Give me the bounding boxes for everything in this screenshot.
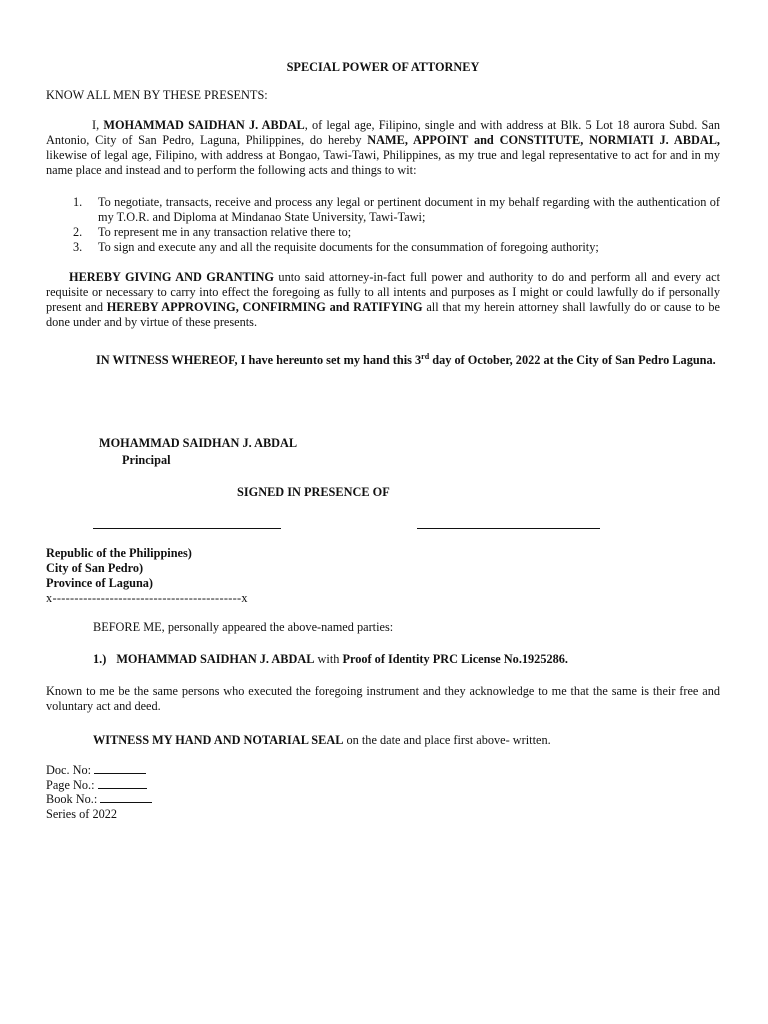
list-item-number: 3. bbox=[73, 240, 83, 254]
acknowledgment-paragraph: Known to me be the same persons who executed the foregoing instrument and they acknowledge to me that the same is their free and voluntary act and deed. bbox=[46, 684, 720, 713]
list-item bbox=[73, 195, 720, 225]
list-item bbox=[73, 225, 720, 240]
principal-name: MOHAMMAD SAIDHAN J. ABDAL bbox=[103, 118, 305, 132]
acts-list bbox=[73, 195, 720, 255]
principal-signature-name: MOHAMMAD SAIDHAN J. ABDAL bbox=[99, 436, 298, 450]
ratifying-bold: HEREBY APPROVING, CONFIRMING and RATIFYING bbox=[106, 300, 423, 314]
witness-paragraph bbox=[46, 353, 720, 368]
list-item-text: To sign and execute any and all the requisite documents for the consummation of foregoing authority; bbox=[98, 240, 599, 254]
page-no-line bbox=[46, 778, 152, 793]
venue-republic: Republic of the Philippines) bbox=[46, 546, 192, 560]
book-no-blank bbox=[100, 792, 152, 803]
document-title: SPECIAL POWER OF ATTORNEY bbox=[286, 60, 480, 74]
intro-text-3: likewise of legal age, Filipino, with address at Bongao, Tawi-Tawi, Philippines, as my true and legal representative to act for and in my name place and instead and to perform the following acts and things to wit: bbox=[46, 148, 720, 177]
list-item-text: To represent me in any transaction relative there to; bbox=[98, 225, 352, 239]
before-me-line bbox=[93, 620, 393, 635]
signed-in-presence-heading: SIGNED IN PRESENCE OF bbox=[237, 485, 390, 499]
list-item-text: To negotiate, transacts, receive and process any legal or pertinent document in my behalf regarding with the authentication of my T.O.R. and Diploma at Mindanao State University, Tawi-Tawi; bbox=[98, 195, 720, 224]
notarial-register-block bbox=[46, 763, 152, 821]
appoint-clause: NAME, APPOINT and CONSTITUTE, NORMIATI J. ABDAL, bbox=[367, 133, 720, 147]
venue-city: City of San Pedro) bbox=[46, 561, 144, 575]
venue-block bbox=[46, 546, 192, 591]
book-no-line bbox=[46, 792, 152, 807]
before-me-label: BEFORE ME bbox=[93, 620, 162, 634]
intro-text-1: I, bbox=[92, 118, 104, 132]
appearing-party-number: 1.) bbox=[93, 652, 107, 666]
granting-text-2: all that my herein attorney shall lawfully do or cause to be done under and by virtue of these presents. bbox=[46, 300, 720, 329]
proof-of-identity: Proof of Identity PRC License No.1925286. bbox=[342, 652, 569, 666]
know-all-men-heading: KNOW ALL MEN BY THESE PRESENTS: bbox=[46, 88, 268, 102]
intro-paragraph bbox=[46, 118, 720, 178]
witness-signature-line-2 bbox=[417, 528, 600, 529]
list-item-number: 2. bbox=[73, 225, 83, 239]
page-no-label: Page No.: bbox=[46, 777, 98, 792]
before-me-text: , personally appeared the above-named parties: bbox=[161, 620, 394, 634]
book-no-label: Book No.: bbox=[46, 792, 101, 806]
venue-province: Province of Laguna) bbox=[46, 576, 154, 590]
intro-text-2: , of legal age, Filipino, single and with address at Blk. 5 Lot 18 aurora Subd. San Antonio, City of San Pedro, Laguna, Philippines, do hereby bbox=[46, 118, 720, 147]
doc-no-line bbox=[46, 763, 152, 778]
series-line: Series of 2022 bbox=[46, 806, 118, 821]
witness-text-2: day of October, 2022 at the City of San Pedro Laguna. bbox=[429, 353, 716, 367]
page-no-blank bbox=[98, 778, 147, 789]
witness-signature-line-1 bbox=[93, 528, 281, 529]
notarial-seal-bold: WITNESS MY HAND AND NOTARIAL SEAL bbox=[93, 733, 344, 747]
witness-superscript: rd bbox=[421, 351, 430, 361]
notarial-seal-text: on the date and place first above- written. bbox=[343, 733, 551, 747]
appearing-party-with: with bbox=[314, 652, 343, 666]
granting-text-1: unto said attorney-in-fact full power and authority to do and perform all and every act requisite or necessary to carry into effect the foregoing as fully to all intents and purposes as I might or could lawfully do if personally present and bbox=[46, 270, 720, 314]
appearing-party-item bbox=[93, 652, 568, 667]
list-item bbox=[73, 240, 720, 255]
granting-paragraph bbox=[46, 270, 720, 330]
witness-text-1: IN WITNESS WHEREOF, I have hereunto set my hand this 3 bbox=[96, 353, 422, 367]
list-item-number: 1. bbox=[73, 195, 83, 209]
appearing-party-name: MOHAMMAD SAIDHAN J. ABDAL bbox=[116, 652, 315, 666]
granting-bold: HEREBY GIVING AND GRANTING bbox=[69, 270, 274, 284]
notarial-seal-line bbox=[93, 733, 551, 748]
principal-role: Principal bbox=[122, 453, 171, 467]
venue-separator: x-------------------------------------------x bbox=[46, 591, 248, 605]
doc-no-blank bbox=[94, 763, 146, 774]
doc-no-label: Doc. No: bbox=[46, 763, 95, 777]
